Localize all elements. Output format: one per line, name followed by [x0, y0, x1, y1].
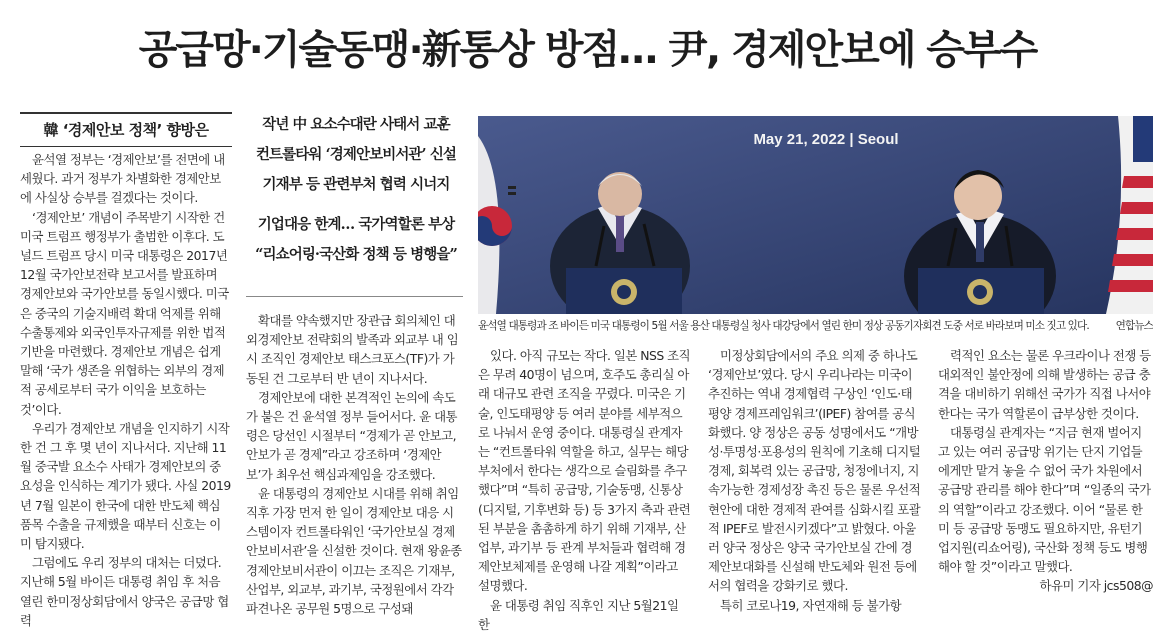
deck-line: 작년 中 요소수대란 사태서 교훈	[262, 116, 450, 133]
headline: 공급망·기술동맹·新통상 방점… 尹, 경제안보에 승부수	[138, 27, 1037, 73]
paragraph: ‘경제안보’ 개념이 주목받기 시작한 건 미국 트럼프 행정부가 출범한 이후다. 도널드 트럼프 당시 미국 대통령은 2017년 12월 국가안보전략 보고서를 발표하며 경제안보와 국가안보를 동일시했다. 미국은 중국의 기술지배력 확대 억제를 위해 수출통제와 외국인투자규제를 위한 법적 기반을 마련했다. 경제안보 개념은 쉽게 말해 ‘국가 생존을 위협하는 외부의 경제적 공세로부터 국가 이익을 보호하는 것’이다.	[20, 209, 229, 417]
paragraph: 우리가 경제안보 개념을 인지하기 시작한 건 그 후 몇 년이 지나서다. 지난해 11월 중국발 요소수 사태가 경제안보의 중요성을 인식하는 계기가 됐다. 사실 2019년 7월 일본이 한국에 대한 반도체 핵심 품목 수출을 규제했을 때부터 신호는 이미 탐지됐다.	[20, 420, 231, 552]
deck-summary	[246, 110, 466, 282]
deck-divider	[246, 296, 463, 297]
byline: 하유미 기자 jcs508@	[1039, 578, 1153, 594]
paragraph: 윤 대통령 취임 직후인 지난 5월21일 한	[478, 597, 679, 632]
paragraph: 경제안보에 대한 본격적인 논의에 속도가 붙은 건 윤석열 정부 들어서다. 윤 대통령은 당선인 시절부터 “경제가 곧 안보고, 안보가 곧 경제”라고 강조하며 ‘경제안보’가 최우선 핵심과제임을 강조했다.	[246, 389, 458, 482]
body-column-1	[20, 150, 232, 638]
paragraph: 미정상회담에서의 주요 의제 중 하나도 ‘경제안보’였다. 당시 우리나라는 미국이 추진하는 역내 경제협력 구상인 ‘인도·태평양 경제프레임워크’(IPEF) 참여를 공식화했다. 양 정상은 공동 성명에서도 “개방성·투명성·포용성의 원칙에 기초해 디지털경제, 회복력 있는 공급망, 청정에너지, 지속가능한 경제성장 촉진 등은 물론 우선적 현안에 대한 경제적 관여를 심화시킬 포괄적 IPEF로 발전시키겠다”고 밝혔다. 아울러 양국 정상은 양국 국가안보실 간에 경제안보대화를 신설해 반도체와 원전 등에서의 협력을 강화키로 했다.	[708, 348, 921, 594]
paragraph: 확대를 약속했지만 장관급 회의체인 대외경제안보 전략회의 발족과 외교부 내 임시 조직인 경제안보 태스크포스(TF)가 가동된 건 그로부터 반 년이 지나서다.	[246, 313, 459, 386]
paragraph: 대통령실 관계자는 “지금 현재 벌어지고 있는 여러 공급망 위기는 단지 기업들에게만 맡겨 놓을 수 없어 국가 차원에서 공급망 관리를 해야 한다”며 “일종의 국가의 역할”이라고 강조했다. 이어 “물론 한미 등 공급망 동맹도 필요하지만, 유턴기업지원(리쇼어링), 국산화 정책 등도 병행해야 할 것”이라고 말했다.	[938, 424, 1151, 575]
subhead: 韓 ‘경제안보 정책’ 향방은	[20, 112, 232, 147]
deck-line: 기업대응 한계… 국가역할론 부상	[257, 216, 455, 233]
caption-credit: 연합뉴스	[1110, 318, 1153, 334]
paragraph: 윤 대통령의 경제안보 시대를 위해 취임 직후 가장 먼저 한 일이 경제안보 대응 시스템이자 컨트롤타워인 ‘국가안보실 경제안보비서관’을 신설한 것이다. 현재 왕윤종 경제안보비서관이 이끄는 조직은 기재부, 산업부, 외교부, 과기부, 국정원에서 각각 파견나온 공무원 5명으로 구성돼	[246, 485, 462, 617]
deck-line: “리쇼어링·국산화 정책 등 병행을”	[255, 246, 457, 263]
paragraph: 그럼에도 우리 정부의 대처는 더뎠다. 지난해 5월 바이든 대통령 취임 후 처음 열린 한미정상회담에서 양국은 공급망 협력	[20, 555, 229, 628]
body-column-2	[246, 311, 463, 638]
paragraph: 있다. 아직 규모는 작다. 일본 NSS 조직은 무려 40명이 넘으며, 호주도 총리실 아래 대규모 관련 조직을 꾸렸다. 미국은 기술, 인도태평양 등 여러 분야를 세부적으로 나눠서 운영 중이다. 대통령실 관계자는 “컨트롤타워 역할을 하고, 실무는 해당 부처에서 한다는 생각으로 슬림화를 추구했다”며 “특히 공급망, 기술동맹, 신통상(디지털, 기후변화 등) 등 3가지 축과 관련된 부분을 촘촘하게 하기 위해 기재부, 산업부, 과기부 등 관계 부처들과 협력해 경제안보체제를 운영해 나갈 계획”이라고 설명했다.	[478, 348, 691, 594]
deck-line: 컨트롤타워 ‘경제안보비서관’ 신설	[255, 146, 457, 163]
body-column-3	[478, 346, 691, 638]
deck-line: 기재부 등 관련부처 협력 시너지	[262, 176, 450, 193]
caption-text: 윤석열 대통령과 조 바이든 미국 대통령이 5월 서울 용산 대통령실 청사 대강당에서 열린 한미 정상 공동기자회견 도중 서로 바라보며 미소 짓고 있다.	[478, 320, 1089, 332]
paragraph: 특히 코로나19, 자연재해 등 불가항	[720, 597, 902, 613]
summit-photo	[478, 116, 1153, 314]
paragraph: 윤석열 정부는 ‘경제안보’를 전면에 내세웠다. 과거 정부가 차별화한 경제안보에 사실상 승부를 걸겠다는 것이다.	[20, 152, 225, 206]
body-column-5	[938, 346, 1153, 638]
date-banner: May 21, 2022 | Seoul	[753, 131, 899, 148]
photo-caption	[478, 318, 1153, 334]
paragraph: 력적인 요소는 물론 우크라이나 전쟁 등 대외적인 불안정에 의해 발생하는 공급 충격을 대비하기 위해선 국가가 직접 나서야한다는 국가 역할론이 급부상한 것이다.	[938, 348, 1151, 421]
body-column-4	[708, 346, 921, 638]
